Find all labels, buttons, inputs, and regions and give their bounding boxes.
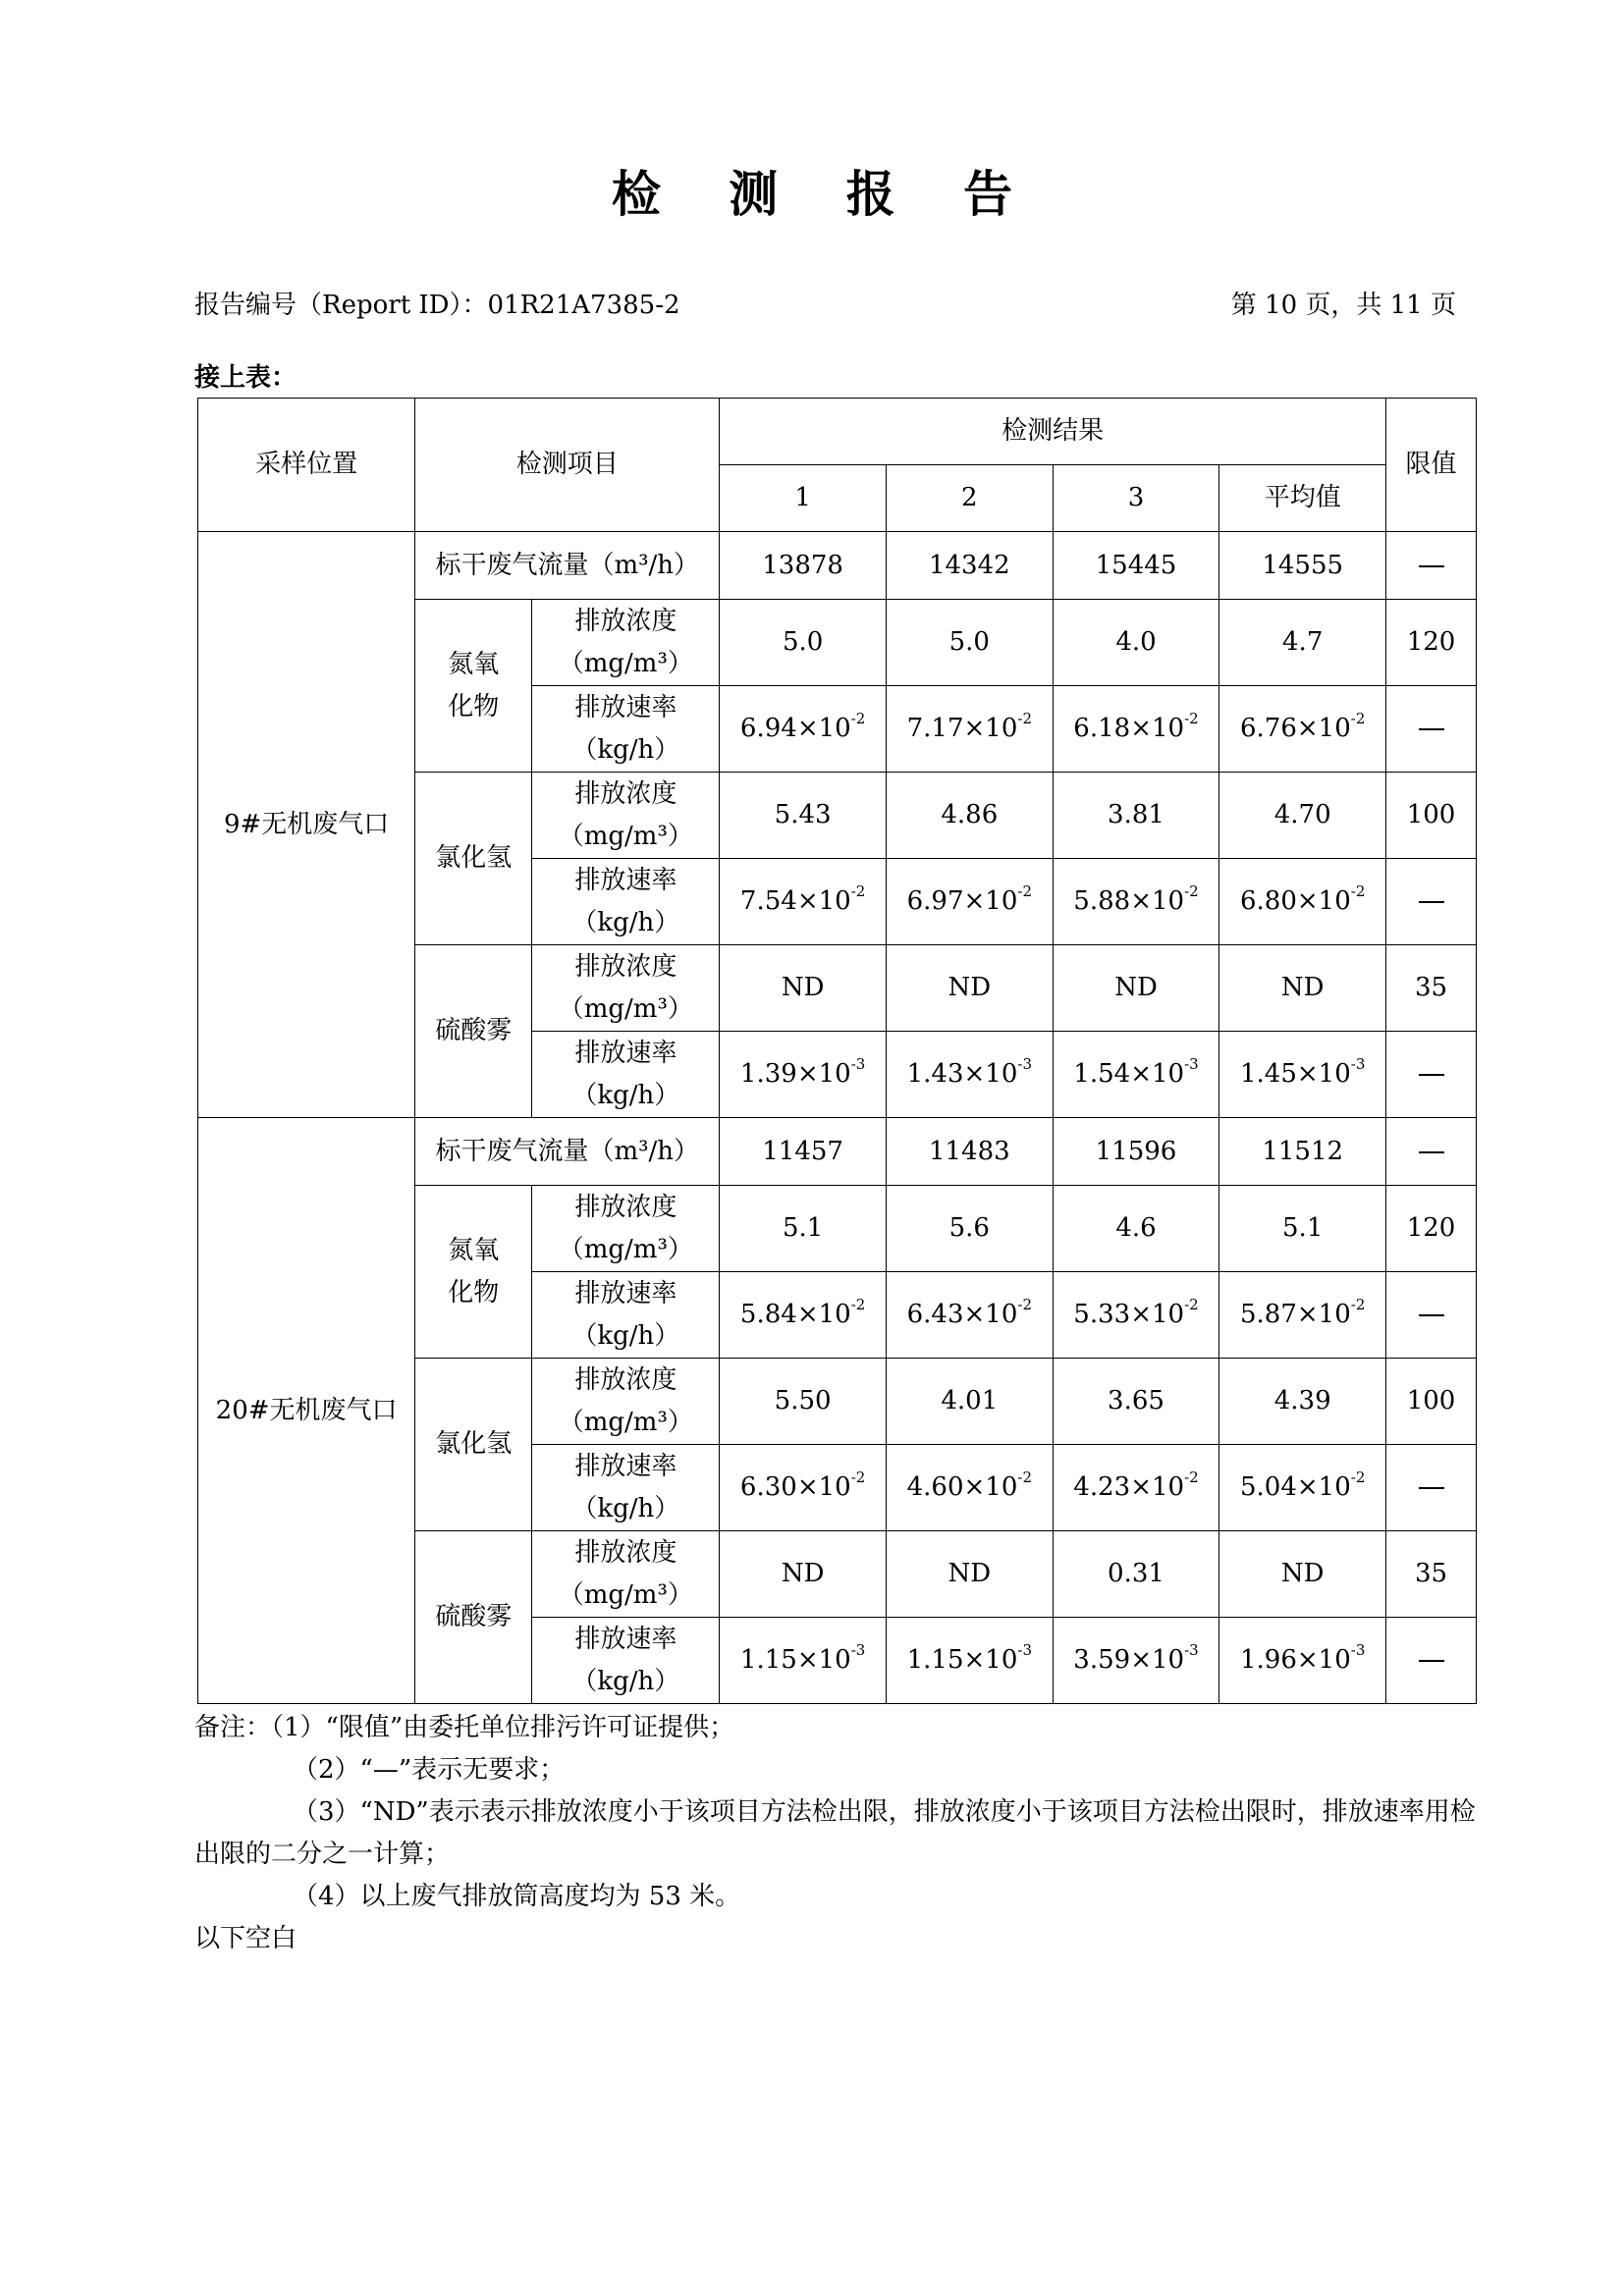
rate-mantissa: 1.15×10	[906, 1645, 1018, 1675]
concentration-value: 5.0	[720, 600, 887, 686]
rate-label-line1: 排放速率	[574, 1451, 677, 1481]
exponent: -2	[1184, 882, 1199, 901]
note-4: （4）以上废气排放筒高度均为 53 米。	[293, 1882, 741, 1911]
rate-label-line1: 排放速率	[574, 1624, 677, 1654]
page-info: 第 10 页，共 11 页	[1230, 291, 1456, 320]
pollutant-name	[415, 1359, 532, 1531]
exponent: -3	[1350, 1641, 1366, 1660]
concentration-value: ND	[886, 1531, 1053, 1618]
concentration-value: ND	[720, 1531, 887, 1618]
rate-label	[532, 1618, 720, 1704]
rate-value	[1219, 1032, 1386, 1118]
exponent: -2	[850, 1468, 866, 1487]
rate-mantissa: 4.23×10	[1073, 1472, 1185, 1502]
concentration-value: 5.6	[886, 1186, 1053, 1272]
conc-label-line1: 排放浓度	[574, 606, 677, 636]
rate-value	[720, 859, 887, 945]
rate-mantissa: 6.30×10	[739, 1472, 851, 1502]
rate-limit	[1386, 686, 1477, 773]
flow-value: 11483	[886, 1118, 1053, 1186]
pollutant-name-line1: 氯化氢	[435, 843, 513, 873]
header-site: 采样位置	[198, 399, 415, 532]
concentration-label	[532, 1359, 720, 1445]
notes	[194, 1707, 1481, 1960]
conc-label-line2: （mg/m³）	[558, 821, 693, 851]
rate-value	[1053, 1445, 1219, 1531]
exponent: -2	[1184, 1468, 1199, 1487]
rate-mantissa: 7.54×10	[739, 886, 851, 916]
rate-mantissa: 6.80×10	[1240, 886, 1351, 916]
concentration-limit: 100	[1386, 1359, 1477, 1445]
pollutant-name-line1: 硫酸雾	[435, 1016, 513, 1045]
flow-label	[415, 1118, 720, 1186]
concentration-limit: 100	[1386, 773, 1477, 859]
conc-label-line2: （mg/m³）	[558, 993, 693, 1024]
concentration-value: 4.39	[1219, 1359, 1386, 1445]
rate-value	[886, 1618, 1053, 1704]
flow-label-text: 标干废气流量（m³/h）	[435, 1136, 700, 1166]
rate-value	[886, 1032, 1053, 1118]
rate-mantissa: 4.60×10	[906, 1472, 1018, 1502]
concentration-value: 5.50	[720, 1359, 887, 1445]
pollutant-name	[415, 1186, 532, 1359]
conc-label-line2: （mg/m³）	[558, 648, 693, 678]
conc-label-line1: 排放浓度	[574, 1192, 677, 1222]
rate-mantissa: 5.84×10	[739, 1300, 851, 1329]
flow-label-text: 标干废气流量（m³/h）	[435, 550, 700, 580]
flow-value: 14555	[1219, 532, 1386, 600]
exponent: -2	[850, 1296, 866, 1314]
pollutant-name	[415, 945, 532, 1118]
rate-mantissa: 5.33×10	[1073, 1300, 1185, 1329]
rate-mantissa: 1.15×10	[739, 1645, 851, 1675]
exponent: -2	[1184, 1296, 1199, 1314]
concentration-value: 5.1	[720, 1186, 887, 1272]
no-limit-dash	[1419, 1487, 1444, 1489]
concentration-value: ND	[720, 945, 887, 1032]
rate-value	[886, 1445, 1053, 1531]
rate-value	[1219, 859, 1386, 945]
rate-value	[886, 1272, 1053, 1359]
flow-label	[415, 532, 720, 600]
header-limit: 限值	[1386, 399, 1477, 532]
header-sub-2: 2	[886, 465, 1053, 532]
rate-label-line2: （kg/h）	[571, 1493, 680, 1523]
rate-label-line1: 排放速率	[574, 1038, 677, 1068]
pollutant-name	[415, 1531, 532, 1704]
concentration-label	[532, 945, 720, 1032]
rate-value	[720, 686, 887, 773]
exponent: -2	[850, 882, 866, 901]
rate-value	[1053, 1272, 1219, 1359]
rate-mantissa: 5.04×10	[1240, 1472, 1351, 1502]
rate-mantissa: 6.18×10	[1073, 714, 1185, 743]
rate-label-line1: 排放速率	[574, 692, 677, 722]
rate-label-line1: 排放速率	[574, 865, 677, 895]
rate-mantissa: 1.54×10	[1073, 1059, 1185, 1089]
exponent: -3	[1017, 1055, 1032, 1074]
concentration-limit: 120	[1386, 600, 1477, 686]
header-row-1	[198, 399, 1477, 465]
rate-label-line1: 排放速率	[574, 1278, 677, 1308]
header-result: 检测结果	[720, 399, 1386, 465]
pollutant-name	[415, 600, 532, 773]
report-id: 报告编号（Report ID）：01R21A7385-2	[194, 291, 680, 320]
concentration-value: 4.7	[1219, 600, 1386, 686]
concentration-value: ND	[886, 945, 1053, 1032]
exponent: -2	[1184, 710, 1199, 728]
flow-row	[198, 532, 1477, 600]
rate-label-line2: （kg/h）	[571, 1080, 680, 1110]
rate-value	[1219, 1445, 1386, 1531]
exponent: -2	[850, 710, 866, 728]
conc-label-line2: （mg/m³）	[558, 1234, 693, 1264]
concentration-label	[532, 1186, 720, 1272]
rate-mantissa: 6.76×10	[1240, 714, 1351, 743]
exponent: -3	[1350, 1055, 1366, 1074]
rate-label-line2: （kg/h）	[571, 734, 680, 765]
exponent: -2	[1350, 1468, 1366, 1487]
pollutant-name-line1: 硫酸雾	[435, 1602, 513, 1631]
rate-limit	[1386, 859, 1477, 945]
concentration-value: 3.81	[1053, 773, 1219, 859]
rate-value	[720, 1618, 887, 1704]
rate-value	[1219, 1272, 1386, 1359]
rate-value	[1053, 1032, 1219, 1118]
header-sub-3: 3	[1053, 465, 1219, 532]
report-meta	[194, 285, 1456, 321]
no-limit-dash	[1419, 901, 1444, 903]
concentration-value: 4.86	[886, 773, 1053, 859]
concentration-value: 4.01	[886, 1359, 1053, 1445]
pollutant-name-line2: 化物	[448, 1277, 500, 1308]
pollutant-name-line1: 氮氧	[448, 649, 500, 679]
header-item: 检测项目	[415, 399, 720, 532]
flow-value: 14342	[886, 532, 1053, 600]
rate-label	[532, 859, 720, 945]
concentration-value: 5.1	[1219, 1186, 1386, 1272]
concentration-value: ND	[1053, 945, 1219, 1032]
concentration-value: 4.0	[1053, 600, 1219, 686]
results-table	[197, 398, 1477, 1704]
no-limit-dash	[1419, 1151, 1444, 1153]
note-3: （3）“ND”表示表示排放浓度小于该项目方法检出限，排放浓度小于该项目方法检出限时，排放速率用检出限的二分之一计算；	[194, 1797, 1476, 1869]
rate-label-line2: （kg/h）	[571, 1320, 680, 1351]
exponent: -3	[1184, 1055, 1199, 1074]
rate-value	[1053, 1618, 1219, 1704]
rate-label-line2: （kg/h）	[571, 1666, 680, 1696]
rate-mantissa: 1.96×10	[1240, 1645, 1351, 1675]
report-title: 检 测 报 告	[611, 165, 1039, 223]
concentration-value: ND	[1219, 945, 1386, 1032]
rate-mantissa: 7.17×10	[906, 714, 1018, 743]
rate-mantissa: 6.94×10	[739, 714, 851, 743]
exponent: -2	[1017, 1468, 1032, 1487]
flow-value: 11512	[1219, 1118, 1386, 1186]
rate-value	[1219, 1618, 1386, 1704]
pollutant-name-line2: 化物	[448, 691, 500, 721]
conc-label-line2: （mg/m³）	[558, 1579, 693, 1610]
note-2: （2）“—”表示无要求；	[293, 1755, 566, 1785]
exponent: -3	[1184, 1641, 1199, 1660]
rate-limit	[1386, 1445, 1477, 1531]
concentration-limit: 35	[1386, 945, 1477, 1032]
rate-mantissa: 1.43×10	[906, 1059, 1018, 1089]
flow-limit	[1386, 532, 1477, 600]
rate-value	[720, 1272, 887, 1359]
site-name: 9#无机废气口	[198, 532, 415, 1118]
rate-value	[886, 859, 1053, 945]
rate-value	[1219, 686, 1386, 773]
no-limit-dash	[1419, 1074, 1444, 1076]
concentration-limit: 120	[1386, 1186, 1477, 1272]
conc-label-line1: 排放浓度	[574, 1364, 677, 1395]
conc-label-line1: 排放浓度	[574, 1537, 677, 1568]
exponent: -2	[1017, 710, 1032, 728]
rate-label	[532, 1272, 720, 1359]
header-sub-avg: 平均值	[1219, 465, 1386, 532]
note-1: 备注：（1）“限值”由委托单位排污许可证提供；	[194, 1713, 735, 1742]
rate-mantissa: 1.39×10	[739, 1059, 851, 1089]
no-limit-dash	[1419, 728, 1444, 730]
flow-value: 13878	[720, 532, 887, 600]
pollutant-name-line1: 氮氧	[448, 1235, 500, 1265]
flow-value: 15445	[1053, 532, 1219, 600]
rate-value	[1053, 686, 1219, 773]
concentration-value: ND	[1219, 1531, 1386, 1618]
exponent: -2	[1017, 882, 1032, 901]
concentration-value: 0.31	[1053, 1531, 1219, 1618]
rate-label	[532, 1445, 720, 1531]
exponent: -2	[1017, 1296, 1032, 1314]
exponent: -3	[850, 1055, 866, 1074]
conc-label-line1: 排放浓度	[574, 778, 677, 809]
concentration-value: 4.70	[1219, 773, 1386, 859]
rate-limit	[1386, 1272, 1477, 1359]
no-limit-dash	[1419, 1660, 1444, 1662]
concentration-value: 3.65	[1053, 1359, 1219, 1445]
rate-limit	[1386, 1618, 1477, 1704]
no-limit-dash	[1419, 1314, 1444, 1316]
rate-label	[532, 1032, 720, 1118]
concentration-limit: 35	[1386, 1531, 1477, 1618]
rate-mantissa: 6.43×10	[906, 1300, 1018, 1329]
pollutant-name-line1: 氯化氢	[435, 1429, 513, 1459]
rate-mantissa: 5.87×10	[1240, 1300, 1351, 1329]
pollutant-name	[415, 773, 532, 945]
rate-value	[720, 1032, 887, 1118]
rate-mantissa: 6.97×10	[906, 886, 1018, 916]
concentration-label	[532, 773, 720, 859]
no-limit-dash	[1419, 565, 1444, 567]
conc-label-line1: 排放浓度	[574, 951, 677, 982]
flow-row	[198, 1118, 1477, 1186]
flow-limit	[1386, 1118, 1477, 1186]
continuation-label: 接上表：	[194, 363, 298, 393]
blank-note: 以下空白	[194, 1924, 298, 1953]
flow-value: 11596	[1053, 1118, 1219, 1186]
concentration-label	[532, 600, 720, 686]
header-sub-1: 1	[720, 465, 887, 532]
rate-value	[1053, 859, 1219, 945]
rate-label-line2: （kg/h）	[571, 907, 680, 937]
concentration-value: 5.0	[886, 600, 1053, 686]
exponent: -2	[1350, 710, 1366, 728]
exponent: -2	[1350, 1296, 1366, 1314]
exponent: -2	[1350, 882, 1366, 901]
site-name: 20#无机废气口	[198, 1118, 415, 1704]
rate-value	[720, 1445, 887, 1531]
rate-mantissa: 3.59×10	[1073, 1645, 1185, 1675]
rate-limit	[1386, 1032, 1477, 1118]
rate-mantissa: 5.88×10	[1073, 886, 1185, 916]
concentration-label	[532, 1531, 720, 1618]
concentration-value: 4.6	[1053, 1186, 1219, 1272]
exponent: -3	[1017, 1641, 1032, 1660]
rate-value	[886, 686, 1053, 773]
flow-value: 11457	[720, 1118, 887, 1186]
rate-label	[532, 686, 720, 773]
rate-mantissa: 1.45×10	[1240, 1059, 1351, 1089]
exponent: -3	[850, 1641, 866, 1660]
conc-label-line2: （mg/m³）	[558, 1407, 693, 1437]
concentration-value: 5.43	[720, 773, 887, 859]
